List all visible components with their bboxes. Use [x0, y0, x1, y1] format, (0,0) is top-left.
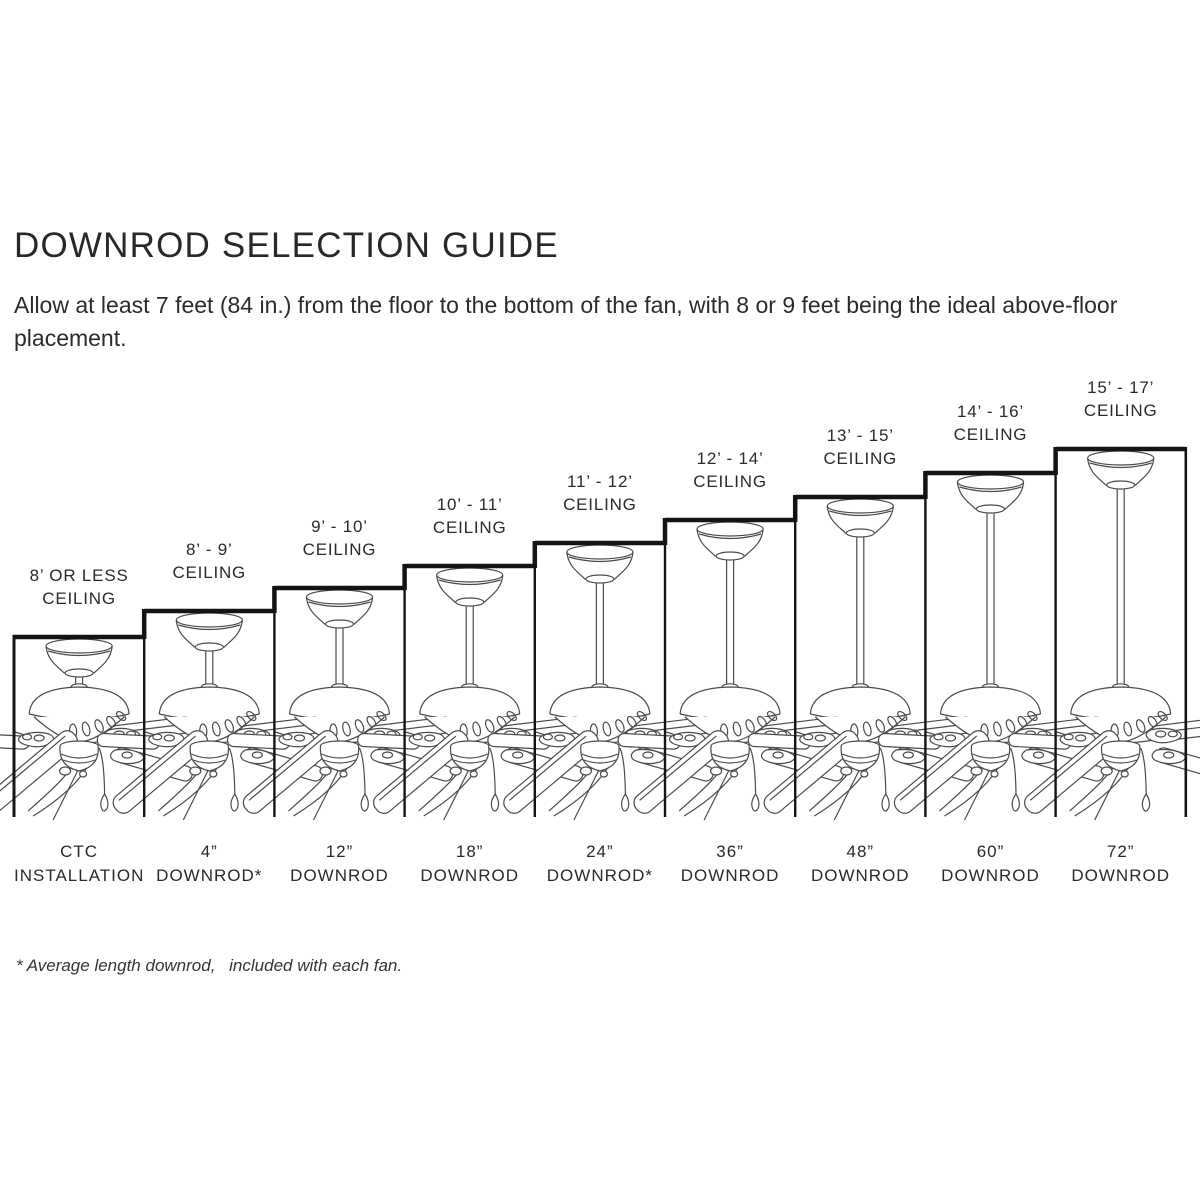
ceiling-word: CEILING	[302, 540, 377, 559]
downrod-size: 72”	[1106, 842, 1135, 861]
ceiling-height-label	[144, 538, 274, 584]
ceiling-range: 11’ - 12’	[566, 472, 633, 491]
downrod	[336, 622, 343, 688]
downrod-size-label	[405, 840, 535, 888]
ceiling-word: CEILING	[563, 495, 637, 514]
downrod-word: DOWNROD*	[156, 866, 263, 885]
downrod-word: DOWNROD*	[546, 866, 653, 885]
ceiling-height-label	[14, 564, 144, 610]
downrod	[466, 600, 473, 688]
downrod-size: 4”	[200, 842, 218, 861]
downrod-word: DOWNROD	[941, 866, 1040, 885]
ceiling-range: 10’ - 11’	[436, 495, 503, 514]
downrod	[596, 577, 603, 688]
footnote-line-2: included with each fan.	[229, 956, 403, 975]
ceiling-range: 8’ - 9’	[186, 540, 233, 559]
ceiling-word: CEILING	[1083, 401, 1158, 420]
ceiling-word: CEILING	[172, 563, 247, 582]
ceiling-height-label	[405, 493, 535, 539]
ceiling-height-label	[665, 447, 795, 493]
downrod-size-label	[274, 840, 404, 888]
downrod-size: 48”	[846, 842, 875, 861]
downrod	[857, 531, 864, 688]
ceiling-height-label	[274, 515, 404, 561]
downrod-size-label	[925, 840, 1055, 888]
footnote-line-1: * Average length downrod,	[16, 956, 216, 975]
ceiling-word: CEILING	[823, 449, 898, 468]
ceiling-word: CEILING	[432, 518, 507, 537]
downrod-size-label	[1056, 840, 1186, 888]
downrod-word: DOWNROD	[810, 866, 910, 885]
ceiling-word: CEILING	[42, 589, 116, 608]
downrod-size: 36”	[716, 842, 744, 861]
footnote	[16, 953, 402, 978]
ceiling-range: 15’ - 17’	[1087, 378, 1155, 397]
ceiling-height-label	[1056, 376, 1186, 422]
downrod-size-label	[144, 840, 274, 888]
intro-text: Allow at least 7 feet (84 in.) from the floor to the bottom of the fan, with 8 or 9 feet being the ideal above-floor placement.	[14, 292, 1118, 351]
ceiling-range: 12’ - 14’	[696, 449, 764, 468]
downrod-word: DOWNROD	[290, 866, 389, 885]
downrod	[727, 554, 734, 688]
downrod-word: DOWNROD	[680, 866, 780, 885]
downrod-word: INSTALLATION	[14, 866, 145, 885]
downrod-word: DOWNROD	[1071, 866, 1170, 885]
downrod-size: 18”	[455, 842, 484, 861]
ceiling-range: 9’ - 10’	[311, 517, 368, 536]
ceiling-range: 13’ - 15’	[826, 426, 894, 445]
downrod-size-label	[14, 840, 144, 888]
blade-iron-right	[1146, 728, 1181, 742]
ceiling-height-label	[925, 400, 1055, 446]
ceiling-height-label	[795, 424, 925, 470]
page-title: DOWNROD SELECTION GUIDE	[14, 226, 559, 266]
downrod-size-label	[535, 840, 665, 888]
downrod-size-label	[795, 840, 925, 888]
downrod	[987, 507, 994, 688]
ceiling-range: 8’ OR LESS	[29, 566, 129, 585]
downrod-size-label	[665, 840, 795, 888]
ceiling-word: CEILING	[693, 472, 767, 491]
ceiling-range: 14’ - 16’	[956, 402, 1025, 421]
ceiling-height-label	[535, 470, 665, 516]
downrod-size: 12”	[325, 842, 354, 861]
downrod	[1117, 483, 1124, 688]
ceiling-word: CEILING	[953, 425, 1028, 444]
downrod-size: 24”	[586, 842, 614, 861]
downrod-size: 60”	[976, 842, 1005, 861]
downrod-word: DOWNROD	[420, 866, 519, 885]
downrod-size: CTC	[60, 842, 99, 861]
